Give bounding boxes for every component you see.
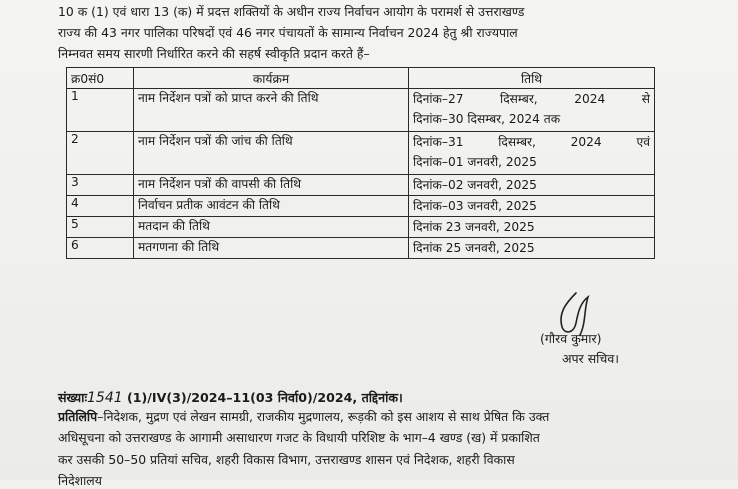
row-date-line-1: [413, 89, 650, 109]
row-event: निर्वाचन प्रतीक आवंटन की तिथि: [134, 196, 409, 217]
date-part: 2024: [574, 92, 606, 106]
row-serial: 4: [67, 196, 134, 217]
row-serial: 2: [67, 132, 134, 175]
copy-para-line-1: [58, 408, 698, 425]
row-date-line-2: दिनांक–01 जनवरी, 2025: [413, 155, 537, 169]
row-event: नाम निर्देशन पत्रों को प्राप्त करने की तिथि: [134, 89, 409, 132]
row-serial: 1: [67, 89, 134, 132]
row-event: मतदान की तिथि: [134, 217, 409, 238]
reference-prefix: संख्याः: [58, 390, 87, 405]
row-date: दिनांक 23 जनवरी, 2025: [409, 217, 655, 238]
header-serial: क्र0सं0: [67, 68, 134, 89]
date-part: से: [641, 92, 650, 106]
row-date: दिनांक–03 जनवरी, 2025: [409, 196, 655, 217]
election-schedule-table: [66, 67, 655, 259]
row-date-line-2: दिनांक–30 दिसम्बर, 2024 तक: [413, 112, 561, 126]
row-serial: 3: [67, 175, 134, 196]
intro-line-2: राज्य की 43 नगर पालिका परिषदों एवं 46 नगर पंचायतों के सामान्य निर्वाचन 2024 हेतु श्री राज्यपाल: [58, 25, 518, 40]
date-part: 2024: [570, 135, 602, 149]
table-row: [67, 175, 655, 196]
copy-para-line-3: कर उसकी 50–50 प्रतियां सचिव, शहरी विकास विभाग, उत्तराखण्ड शासन एवं निदेशक, शहरी विकास: [58, 452, 515, 467]
row-serial: 6: [67, 238, 134, 259]
signatory-name: (गौरव कुमार): [540, 331, 602, 346]
row-date: [409, 132, 655, 175]
row-event: मतगणना की तिथि: [134, 238, 409, 259]
copy-label: प्रतिलिपि: [58, 409, 98, 424]
date-part: दिनांक–31: [413, 135, 464, 149]
header-date: तिथि: [409, 68, 655, 89]
row-serial: 5: [67, 217, 134, 238]
signatory-designation: अपर सचिव।: [562, 351, 620, 366]
header-program: कार्यक्रम: [134, 68, 409, 89]
table-row: [67, 238, 655, 259]
row-date-line-1: [413, 132, 650, 152]
copy-line-1-text: –निदेशक, मुद्रण एवं लेखन सामग्री, राजकीय मुद्रणालय, रूड़की को इस आशय से साथ प्रेषित कि उक्त: [97, 409, 550, 424]
reference-suffix: (1)/IV(3)/2024–11(03 निर्वा0)/2024, तद्दिनांक।: [127, 390, 403, 405]
table-row: [67, 89, 655, 132]
date-part: एवं: [636, 135, 650, 149]
row-date: दिनांक–02 जनवरी, 2025: [409, 175, 655, 196]
date-part: दिसम्बर,: [498, 135, 536, 149]
reference-handwritten-number: 1541: [87, 390, 123, 406]
table-header-row: [67, 68, 655, 89]
row-event: नाम निर्देशन पत्रों की जांच की तिथि: [134, 132, 409, 175]
date-part: दिसम्बर,: [500, 92, 538, 106]
row-date: दिनांक 25 जनवरी, 2025: [409, 238, 655, 259]
table-row: [67, 132, 655, 175]
copy-para-line-4: निदेशालय: [58, 473, 102, 488]
row-date: [409, 89, 655, 132]
table-row: [67, 217, 655, 238]
reference-number: [58, 389, 403, 406]
intro-line-3: निम्नवत समय सारणी निर्धारित करने की सहर्ष स्वीकृति प्रदान करते हैं–: [58, 46, 370, 61]
intro-line-1: 10 क (1) एवं धारा 13 (क) में प्रदत्त शक्तियों के अधीन राज्य निर्वाचन आयोग के परामर्श से उत्तराखण्ड: [58, 4, 525, 19]
copy-para-line-2: अधिसूचना को उत्तराखण्ड के आगामी असाधारण गजट के विधायी परिशिष्ट के भाग–4 खण्ड (ख) में प्रकाशित: [58, 430, 540, 445]
row-event: नाम निर्देशन पत्रों की वापसी की तिथि: [134, 175, 409, 196]
table-row: [67, 196, 655, 217]
date-part: दिनांक–27: [413, 92, 464, 106]
